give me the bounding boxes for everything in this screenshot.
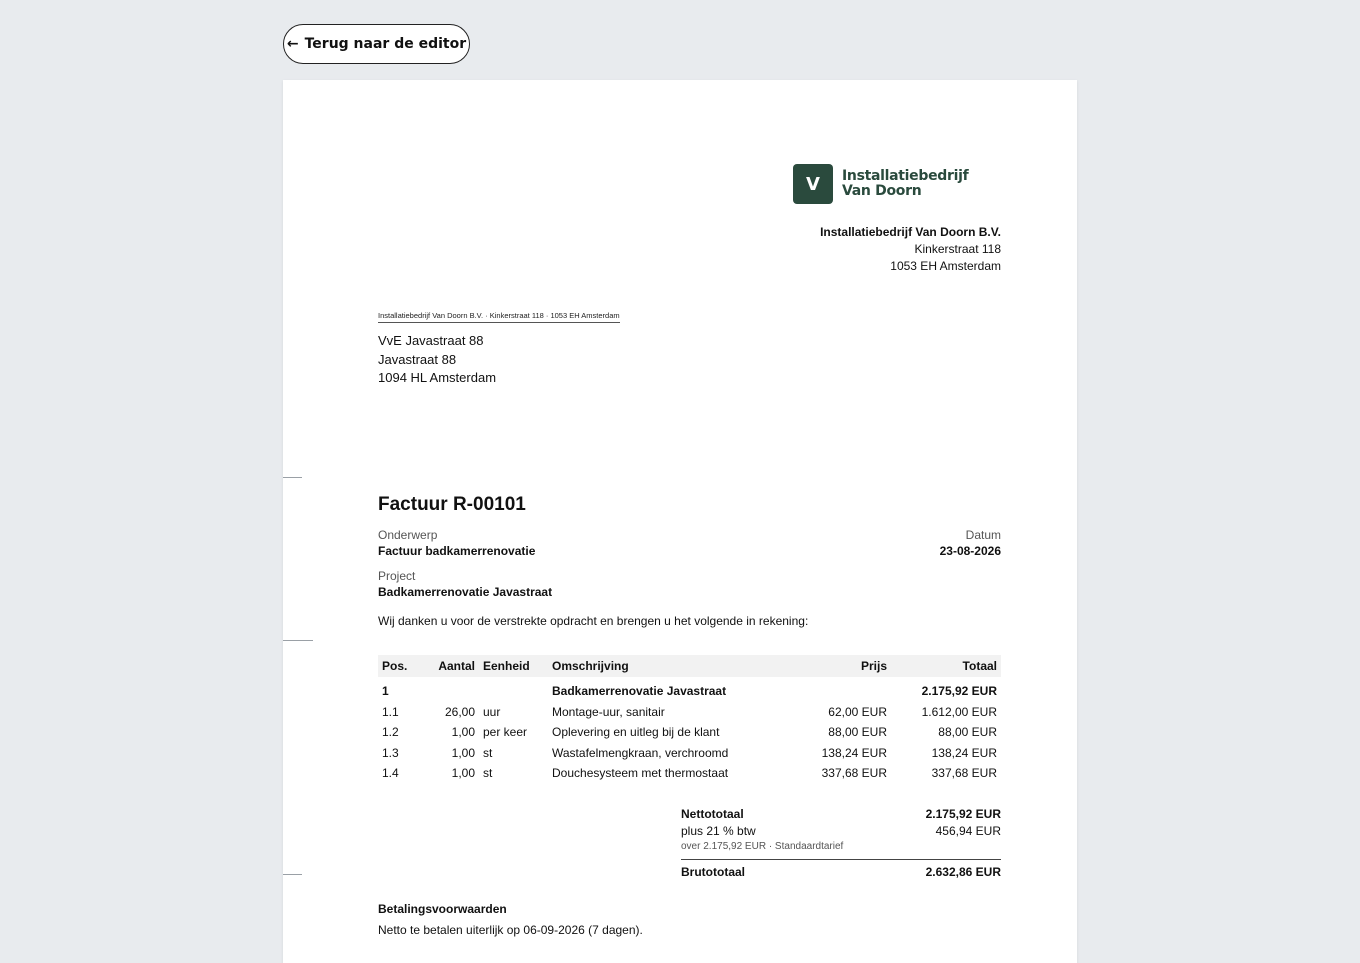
recipient-address — [378, 332, 496, 388]
group-total: 2.175,92 EUR — [921, 684, 997, 699]
group-pos: 1 — [382, 684, 389, 699]
punch-mark — [283, 640, 313, 641]
row-pos: 1.1 — [382, 704, 399, 719]
totals-block — [681, 806, 1001, 881]
net-total-label: Nettototaal — [681, 807, 744, 821]
col-desc: Omschrijving — [548, 655, 798, 677]
recipient-name: VvE Javastraat 88 — [378, 333, 484, 348]
sender-city: 1053 EH Amsterdam — [890, 259, 1001, 273]
project-label: Project — [378, 569, 416, 583]
date-value: 23-08-2026 — [939, 544, 1001, 558]
recipient-street: Javastraat 88 — [378, 351, 457, 367]
row-unit: st — [483, 745, 493, 760]
net-total-row — [681, 806, 1001, 823]
recipient-city: 1094 HL Amsterdam — [378, 370, 497, 385]
row-desc: Douchesysteem met thermostaat — [552, 766, 729, 781]
vat-value: 456,94 EUR — [935, 824, 1001, 838]
row-total: 337,68 EUR — [931, 766, 997, 781]
sender-address — [820, 224, 1001, 275]
invoice-page — [283, 80, 1077, 963]
vat-label: plus 21 % btw — [681, 824, 756, 838]
row-qty: 1,00 — [451, 766, 475, 781]
col-price: Prijs — [798, 655, 891, 677]
row-qty: 26,00 — [444, 704, 475, 719]
intro-text: Wij danken u voor de verstrekte opdracht en brengen u het volgende in rekening: — [378, 614, 809, 628]
subject-block — [378, 528, 535, 558]
row-price: 62,00 EUR — [828, 704, 887, 719]
date-block — [940, 528, 1001, 558]
fold-mark — [283, 477, 302, 478]
col-total: Totaal — [891, 655, 1001, 677]
subject-label: Onderwerp — [378, 528, 438, 542]
net-total-value: 2.175,92 EUR — [925, 807, 1001, 821]
row-qty: 1,00 — [451, 745, 475, 760]
project-value: Badkamerrenovatie Javastraat — [378, 585, 553, 599]
payment-terms-heading: Betalingsvoorwaarden — [378, 902, 507, 916]
gross-total-label: Brutototaal — [681, 865, 745, 879]
gross-total-row — [681, 859, 1001, 881]
row-pos: 1.3 — [382, 745, 399, 760]
row-unit: uur — [483, 704, 501, 719]
row-desc: Oplevering en uitleg bij de klant — [552, 725, 720, 740]
fold-mark — [283, 874, 302, 875]
date-label: Datum — [965, 528, 1001, 542]
row-price: 337,68 EUR — [821, 766, 887, 781]
row-total: 88,00 EUR — [938, 725, 997, 740]
table-header-row — [378, 655, 1001, 677]
vat-row — [681, 823, 1001, 840]
col-pos: Pos. — [378, 655, 428, 677]
sender-street: Kinkerstraat 118 — [914, 242, 1001, 256]
row-desc: Wastafelmengkraan, verchroomd — [552, 745, 729, 760]
row-total: 1.612,00 EUR — [921, 704, 997, 719]
table-row — [378, 743, 1001, 764]
sender-name: Installatiebedrijf Van Doorn B.V. — [820, 225, 1001, 239]
col-qty: Aantal — [428, 655, 479, 677]
back-button-label: Terug naar de editor — [304, 36, 467, 52]
row-pos: 1.2 — [382, 725, 399, 740]
table-group-row — [378, 681, 1001, 702]
col-unit: Eenheid — [479, 655, 548, 677]
project-block — [378, 569, 552, 599]
line-items-table — [378, 655, 1001, 784]
row-qty: 1,00 — [451, 725, 475, 740]
group-desc: Badkamerrenovatie Javastraat — [552, 684, 727, 699]
return-address-line: Installatiebedrijf Van Doorn B.V. · Kinkerstraat 118 · 1053 EH Amsterdam — [378, 311, 620, 323]
company-logo — [793, 164, 982, 204]
invoice-title: Factuur R-00101 — [378, 494, 526, 515]
back-to-editor-button[interactable] — [283, 24, 470, 64]
row-unit: per keer — [483, 725, 528, 740]
row-total: 138,24 EUR — [931, 745, 997, 760]
arrow-left-icon: ← — [286, 36, 299, 52]
row-unit: st — [483, 766, 493, 781]
table-row — [378, 702, 1001, 723]
table-row — [378, 763, 1001, 784]
row-pos: 1.4 — [382, 766, 399, 781]
payment-terms — [378, 902, 643, 937]
table-row — [378, 722, 1001, 743]
logo-text: Installatiebedrijf Van Doorn — [842, 168, 969, 199]
payment-terms-text: Netto te betalen uiterlijk op 06-09-2026 (7 dagen). — [378, 923, 643, 937]
vat-note: over 2.175,92 EUR · Standaardtarief — [681, 841, 844, 852]
subject-value: Factuur badkamerrenovatie — [378, 544, 536, 558]
row-desc: Montage-uur, sanitair — [552, 704, 665, 719]
gross-total-value: 2.632,86 EUR — [925, 865, 1001, 879]
logo-mark: V — [793, 164, 833, 204]
row-price: 88,00 EUR — [828, 725, 887, 740]
row-price: 138,24 EUR — [821, 745, 887, 760]
